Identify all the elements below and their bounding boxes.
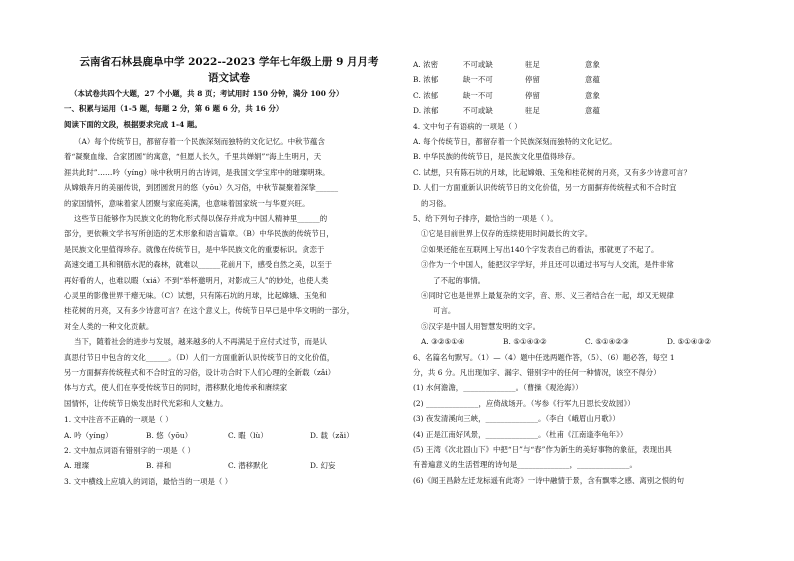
passage-line: 的家国情怀，意味着家人团聚与家庭美满，也意味着国家统一与华夏兴旺。	[64, 198, 310, 208]
option-D: 意蕴	[585, 106, 600, 116]
exam-subtitle: 语文试卷	[208, 72, 250, 84]
passage-line: 这些节日能够作为民族文化的物化形式得以保存并成为中国人精神里______的	[74, 214, 328, 223]
option-A: A. ③②⑤①④	[421, 337, 465, 347]
question-6-item: (3) 夜发清溪向三峡，______________。（李白《峨眉山月歌》）	[413, 414, 620, 424]
passage-line: 体与方式，使人们在享受传统节日的同时，潜移默化地传承和赓续家	[64, 383, 288, 393]
question-2-stem: 2. 文中加点词语有错别字的一项是（ ）	[64, 446, 196, 455]
q3-option-row	[413, 91, 635, 101]
passage-line: 桂花树的月亮，又有多少诗意可言？在这个意义上，传统节日早已是中华文明的一部分，	[64, 306, 355, 316]
option-D: 意蕴	[585, 75, 600, 85]
passage-line: 真思付节日中包含的文化______。（D）人们一方面重新认识传统节日的文化价值，	[64, 352, 335, 362]
question-2-options	[64, 461, 392, 471]
option-B: 缺一不可	[463, 75, 493, 85]
question-4-option: A. 每个传统节日，都留存着一个民族深刻而独特的文化记忆。	[413, 137, 617, 146]
question-6-item: (1) 水何澹澹，______________。（曹操《观沧海》）	[413, 383, 583, 393]
question-4-option: C. 试想，只有陈石坑的月球，比起嫦娥、玉兔和桂花树的月亮，又有多少诗意可言？	[413, 167, 692, 177]
question-6-stem: 6、名篇名句默写。（1）—（4）题中任选两题作答，（5）、（6）题必答，每空 1	[413, 352, 675, 362]
section-heading: 一、积累与运用（1-5 题，每题 2 分，第 6 题 6 分，共 16 分）	[64, 104, 284, 113]
question-4-option: 的习俗。	[421, 198, 451, 208]
question-6-item: (5) 王湾《次北固山下》中把“日”与“春”作为新生的美好事物的象征，表现出具	[413, 445, 672, 454]
option-D: D. 载（zǎi）	[310, 430, 354, 440]
passage-line: 当下，随着社会的进步与发展，越来越多的人不再满足于应付式过节，而是认	[74, 337, 327, 347]
option-C: 驻足	[525, 106, 540, 116]
passage-line: 高速交通工具和钢筋水泥的森林，就难以______花前月下，感受自然之美，以至于	[64, 260, 333, 270]
question-6-item: (6)《闻王昌龄左迁龙标遥有此寄》一诗中融情于景，含有飘零之感、离别之恨的句	[413, 475, 685, 485]
question-5-stem: 5、给下列句子排序，最恰当的一项是（ ）。	[413, 214, 558, 223]
question-6-stem-cont: 分，共 6 分。凡出现加字、漏字、错别字中的任何一种情况，该空不得分）	[413, 368, 661, 377]
question-4-stem: 4. 文中句子有语病的一项是（ ）	[413, 121, 522, 131]
option-B: 不可或缺	[463, 106, 493, 116]
option-C: C. 暇（lù）	[228, 430, 268, 440]
question-4-option: B. 中华民族的传统节日，是民族文化里值得珍存。	[413, 152, 580, 162]
passage-line: 是民族文化里值得珍存。就像在传统节日，是中华民族文化的重要标识。贪恋于	[64, 244, 325, 254]
exam-note: （本试卷共四个大题，27 个小题，共 8 页；考试用时 150 分钟，满分 100 分）	[70, 89, 344, 98]
option-B: 缺一不可	[463, 90, 493, 100]
passage-line: 心灵里的影像世界干瘪无味。（C）试想，只有陈石坑的月球，比起嫦娥、玉兔和	[64, 291, 327, 300]
option-B: B. ⑤①④③②	[503, 337, 547, 347]
q3-option-row	[413, 106, 635, 116]
question-5-options	[421, 337, 749, 347]
option-D: D. ⑤①④③②	[667, 337, 711, 347]
option-C: C. 潜移默化	[228, 461, 269, 471]
question-5-sentence: ②如果还能在互联网上写出140个字发表自己的看法，那就更了不起了。	[421, 244, 659, 254]
option-B: B. 祥和	[146, 461, 172, 471]
option-A: D. 浓郁	[413, 106, 439, 116]
question-5-sentence: ⑤汉字是中国人用智慧发明的文字。	[421, 321, 541, 331]
question-5-sentence: ④同时它也是世界上最复杂的文字，音、形、义三者结合在一起，却又无规律	[421, 291, 674, 300]
q3-option-row	[413, 75, 635, 85]
option-C: 停留	[525, 90, 540, 100]
q3-option-row	[413, 60, 635, 70]
option-A: A. 浓密	[413, 60, 439, 69]
passage-line: （A）每个传统节日，都留存着一个民族深刻而独特的文化记忆。中秋节蕴含	[74, 137, 325, 146]
option-C: C. ⑤①④②③	[585, 337, 629, 347]
passage-line: 涯共此时”……吟（yíng）咏中秋明月的古诗词，是我国文学宝库中的璀璨明珠。	[64, 167, 330, 177]
question-1-stem: 1. 文中注音不正确的一项是（ ）	[64, 415, 173, 425]
option-B: 不可或缺	[463, 60, 493, 69]
passage-line: 再好看的人，也难以暇（xiá）不到“举杯邀明月，对影成三人”的妙处，也使人类	[64, 275, 329, 285]
passage-line: 国情怀，让传统节日焕发出时代光彩和人文魅力。	[64, 398, 228, 408]
exam-title: 云南省石林县鹿阜中学 2022--2023 学年七年级上册 9 月月考	[79, 56, 379, 68]
question-4-option: D. 人们一方面重新认识传统节日的文化价值，另一方面摒弃传统程式和不合时宜	[413, 183, 677, 193]
option-D: 意象	[585, 90, 600, 100]
option-A: A. 吟（yíng）	[64, 430, 113, 440]
option-C: 停留	[525, 75, 540, 85]
question-5-sentence: ①它是目前世界上仅存的连续使用时间最长的文字。	[421, 229, 593, 239]
question-3-stem: 3. 文中横线上应填入的词语，最恰当的一项是（ ）	[64, 476, 233, 486]
option-D: D. 幻妄	[310, 461, 336, 471]
question-1-options	[64, 431, 392, 441]
reading-instruction: 阅读下面的文段，根据要求完成 1-4 题。	[64, 120, 202, 129]
option-A: C. 浓郁	[413, 90, 439, 100]
question-6-item: (4) 正是江南好风景，______________。（杜甫《江南逢李龟年》）	[413, 429, 628, 439]
option-B: B. 悠（yōu）	[146, 430, 193, 440]
passage-line: 另一方面摒弃传统程式和不合时宜的习俗，设计功合时下人们心理的全新载（zǎi）	[64, 368, 336, 377]
question-5-sentence: 了不起的事情。	[433, 275, 486, 285]
passage-line: 从嫦娥奔月的美丽传说，到团圆赏月的悠（yōu）久习俗，中秋节凝聚着深挚______	[64, 183, 339, 193]
passage-line: 部分，更依赖文学书写所创造的艺术形象和语言篇章。（B）中华民族的传统节日，	[64, 229, 334, 239]
option-C: 驻足	[525, 60, 540, 69]
passage-line: 着“凝聚血缘、合家团圆”的寓意，“但愿人长久，千里共婵娟”“海上生明月，天	[64, 152, 322, 162]
option-D: 意象	[585, 60, 600, 69]
question-5-sentence: 可言。	[433, 306, 456, 316]
option-A: B. 浓郁	[413, 75, 439, 85]
passage-line: 对全人类的一种文化贡献。	[64, 321, 154, 331]
question-5-sentence: ③作为一个中国人，能把汉字学好，并且还可以通过书写与人交流，是件非常	[421, 260, 674, 270]
question-6-item: (2) ______________，应倚战场开。（岑参《行军九日思长安故园》）	[413, 398, 635, 408]
option-A: A. 璀璨	[64, 461, 90, 471]
question-6-item: 有普遍意义的生活哲理的诗句是______________，______________。	[413, 460, 637, 470]
